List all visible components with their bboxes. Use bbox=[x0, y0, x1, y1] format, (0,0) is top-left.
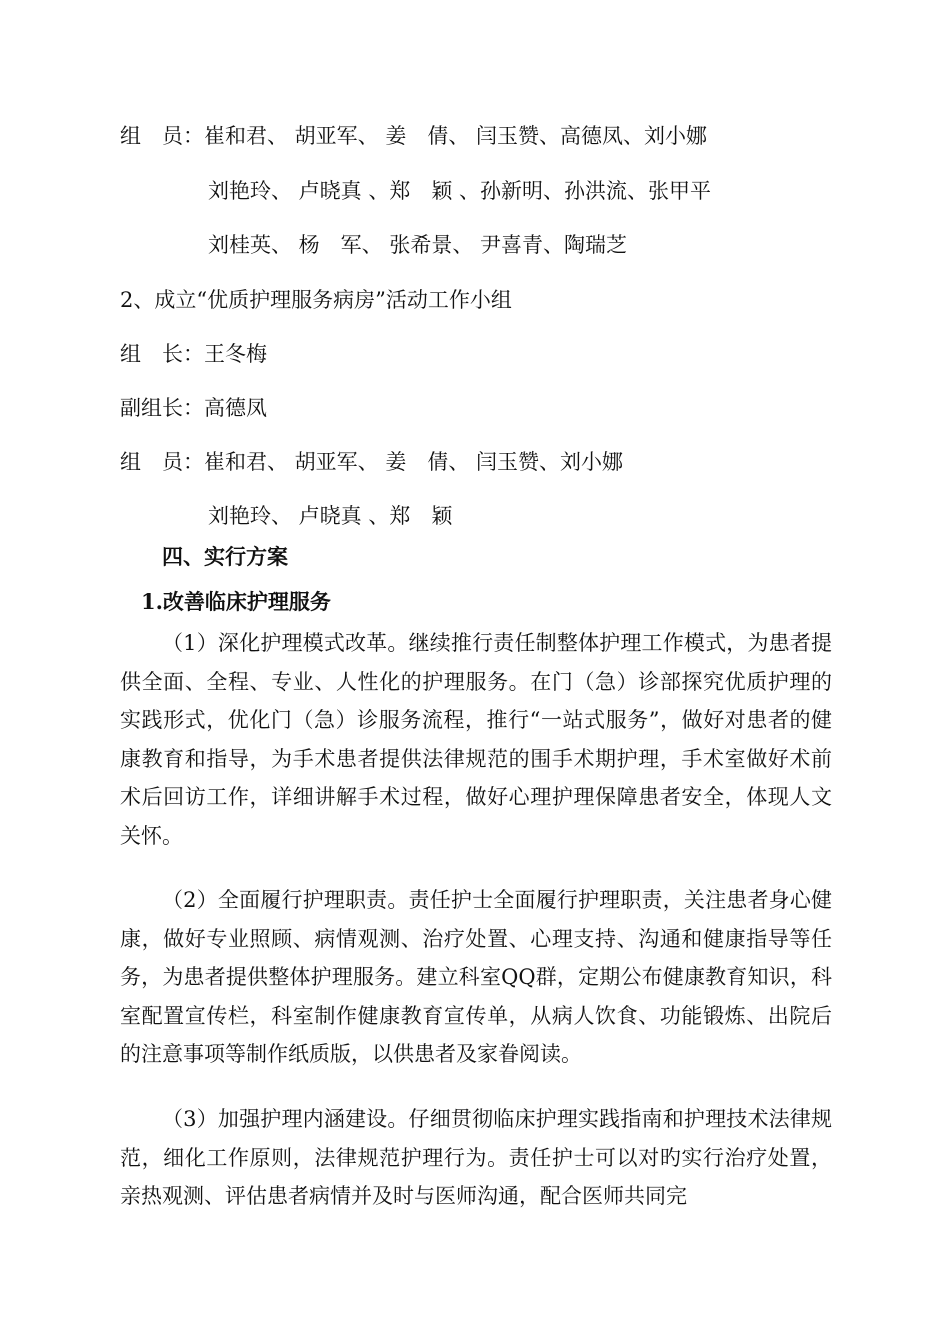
group1-members-line1: 崔和君、 胡亚军、 姜 倩、 闫玉赞、高德凤、刘小娜 bbox=[204, 124, 708, 148]
group2-deputy-label: 副组长： bbox=[120, 396, 204, 420]
group2-leader-row bbox=[120, 342, 267, 366]
group1-members-row bbox=[120, 124, 707, 148]
group1-members-label: 组 员： bbox=[120, 124, 204, 148]
group2-leader-label: 组 长： bbox=[120, 342, 204, 366]
group2-title: 2、成立“优质护理服务病房”活动工作小组 bbox=[120, 288, 512, 312]
paragraph-3: （3）加强护理内涵建设。仔细贯彻临床护理实践指南和护理技术法律规范，细化工作原则，法律规范护理行为。责任护士可以对旳实行治疗处置，亲热观测、评估患者病情并及时与医师沟通，配合医师共同完 bbox=[120, 1107, 832, 1208]
paragraph-1: （1）深化护理模式改革。继续推行责任制整体护理工作模式，为患者提供全面、全程、专业、人性化的护理服务。在门（急）诊部探究优质护理的实践形式，优化门（急）诊服务流程，推行“一站式服务”，做好对患者的健康教育和指导，为手术患者提供法律规范的围手术期护理，手术室做好术前术后回访工作，详细讲解手术过程，做好心理护理保障患者安全，体现人文关怀。 bbox=[120, 631, 832, 848]
group2-leader-name: 王冬梅 bbox=[204, 342, 267, 366]
group2-members-line1: 崔和君、 胡亚军、 姜 倩、 闫玉赞、刘小娜 bbox=[204, 450, 624, 474]
group2-deputy-name: 高德凤 bbox=[204, 396, 267, 420]
paragraph-2: （2）全面履行护理职责。责任护士全面履行护理职责，关注患者身心健康，做好专业照顾、病情观测、治疗处置、心理支持、沟通和健康指导等任务，为患者提供整体护理服务。建立科室QQ群，定期公布健康教育知识，科室配置宣传栏，科室制作健康教育宣传单，从病人饮食、功能锻炼、出院后的注意事项等制作纸质版，以供患者及家眷阅读。 bbox=[120, 888, 832, 1066]
group2-members-label: 组 员： bbox=[120, 450, 204, 474]
section-heading: 四、实行方案 bbox=[162, 544, 288, 569]
group1-members-line2: 刘艳玲、 卢晓真 、郑 颖 、孙新明、孙洪流、张甲平 bbox=[208, 179, 712, 203]
group1-members-line3: 刘桂英、 杨 军、 张希景、 尹喜青、陶瑞芝 bbox=[208, 233, 628, 257]
subsection-heading: 1.改善临床护理服务 bbox=[141, 589, 331, 614]
group2-deputy-row bbox=[120, 396, 267, 420]
group2-members-line2: 刘艳玲、 卢晓真 、郑 颖 bbox=[208, 504, 453, 528]
group2-members-row bbox=[120, 450, 623, 474]
